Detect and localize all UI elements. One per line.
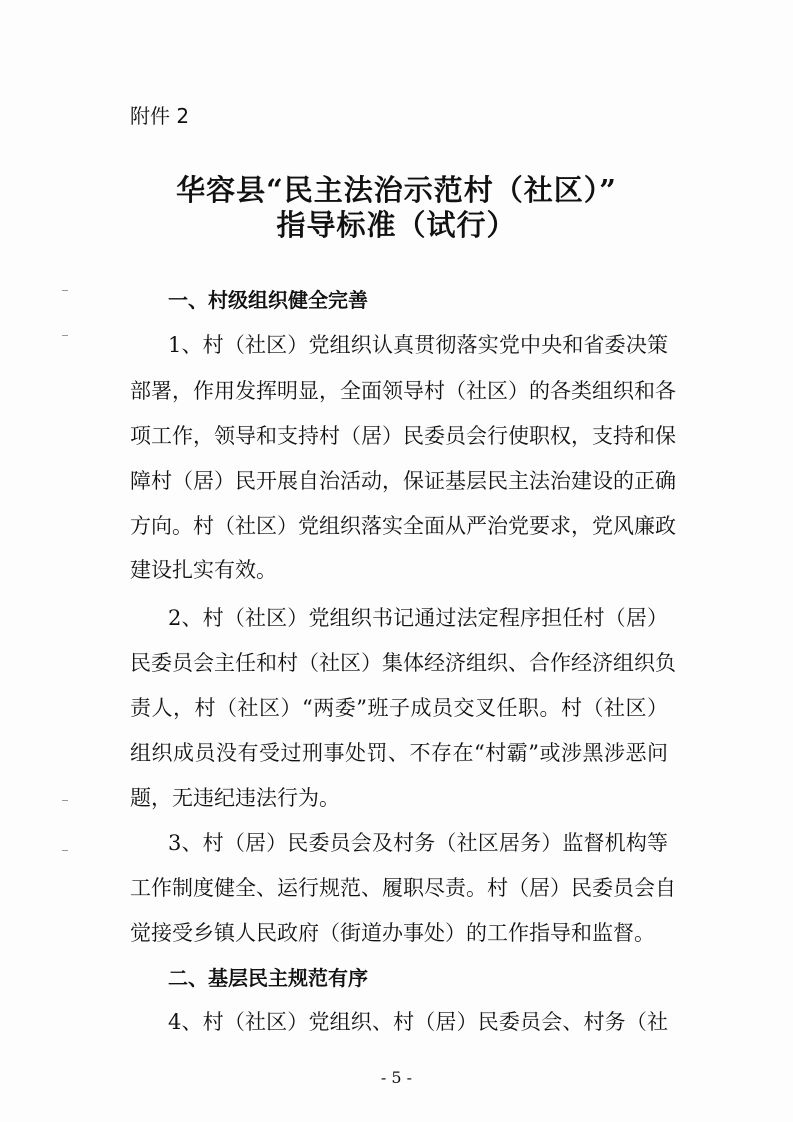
text-line: 方向。村（社区）党组织落实全面从严治党要求，党风廉政: [130, 514, 676, 538]
scan-mark: [62, 800, 68, 801]
text-line: 工作制度健全、运行规范、履职尽责。村（居）民委员会自: [130, 876, 676, 900]
text-line: 题，无违纪违法行为。: [130, 786, 340, 810]
scan-mark: [62, 335, 68, 336]
text-line: 觉接受乡镇人民政府（街道办事处）的工作指导和监督。: [130, 921, 655, 945]
text-line: 4、村（社区）党组织、村（居）民委员会、村务（社: [168, 1010, 668, 1034]
text-line: 民委员会主任和村（社区）集体经济组织、合作经济组织负: [130, 651, 676, 675]
scan-mark: [62, 850, 68, 851]
text-line: 3、村（居）民委员会及村务（社区居务）监督机构等: [168, 831, 668, 855]
text-line: 责人，村（社区）“两委”班子成员交叉任职。村（社区）: [130, 696, 668, 720]
document-title-line-1: 华容县“民主法治示范村（社区）”: [176, 173, 617, 207]
scan-mark: [62, 290, 68, 291]
text-line: 1、村（社区）党组织认真贯彻落实党中央和省委决策: [168, 333, 668, 357]
section-heading: 一、村级组织健全完善: [168, 288, 368, 312]
text-line: 部署，作用发挥明显，全面领导村（社区）的各类组织和各: [130, 379, 676, 403]
attachment-label: 附件 2: [130, 104, 190, 128]
text-line: 2、村（社区）党组织书记通过法定程序担任村（居）: [168, 606, 668, 630]
section-heading: 二、基层民主规范有序: [168, 966, 368, 990]
document-title-line-2: 指导标准（试行）: [276, 208, 517, 242]
text-line: 障村（居）民开展自治活动，保证基层民主法治建设的正确: [130, 469, 676, 493]
text-line: 组织成员没有受过刑事处罚、不存在“村霸”或涉黑涉恶问: [130, 741, 668, 765]
text-line: 建设扎实有效。: [130, 558, 277, 582]
text-line: 项工作，领导和支持村（居）民委员会行使职权，支持和保: [130, 424, 676, 448]
page-number: - 5 -: [380, 1068, 413, 1087]
